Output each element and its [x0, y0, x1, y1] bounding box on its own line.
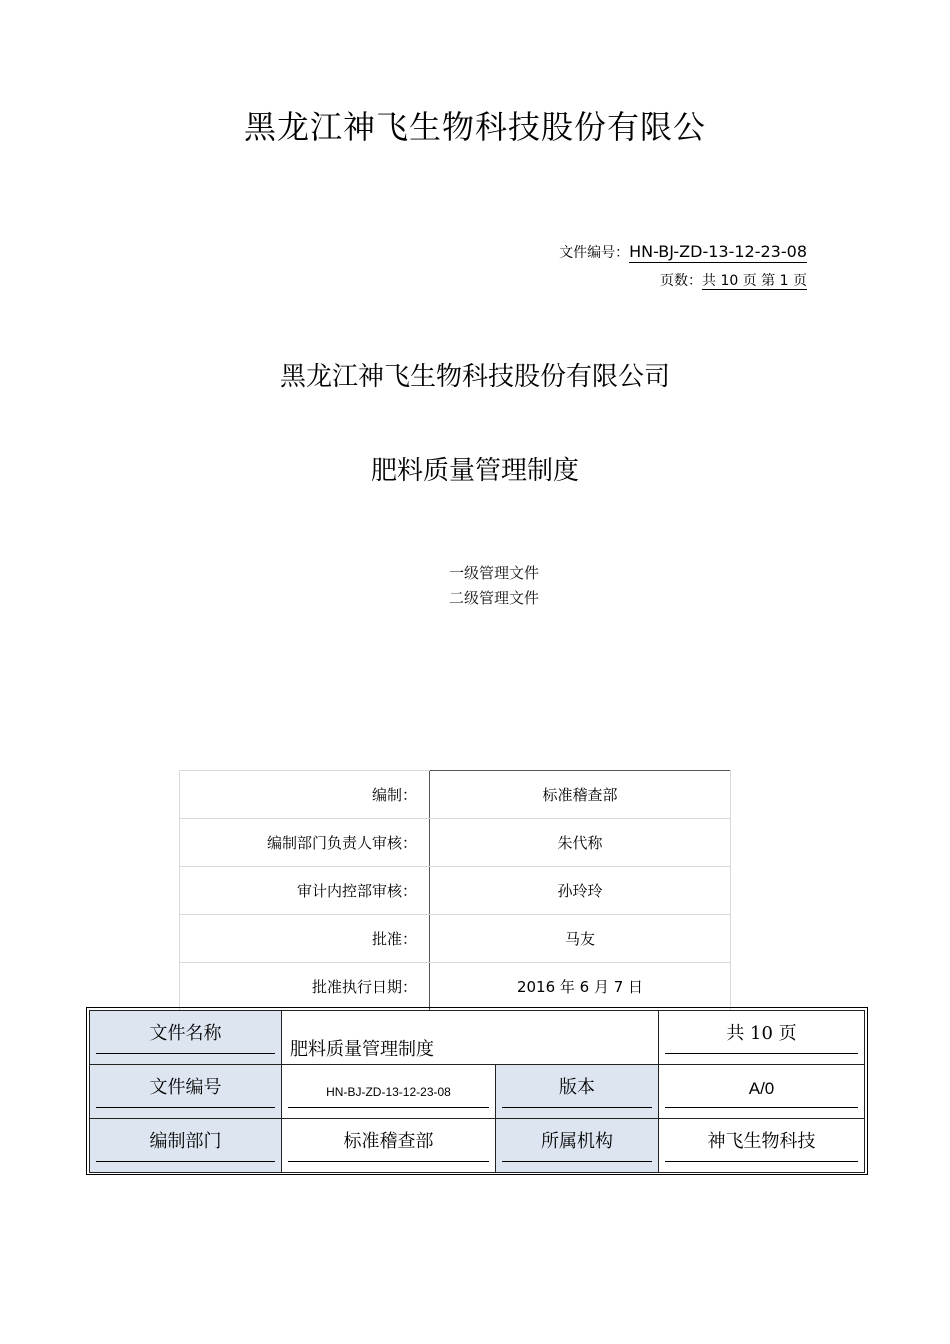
- approval-row: [180, 963, 731, 1011]
- approval-value: 标准稽查部: [430, 771, 731, 819]
- pages-label: 页数：: [660, 273, 703, 289]
- approval-value: 朱代称: [430, 819, 731, 867]
- company-name: 黑龙江神飞生物科技股份有限公司: [279, 362, 670, 392]
- approval-row: [180, 915, 731, 963]
- underline: [288, 1107, 489, 1108]
- approval-value: 2016 年 6 月 7 日: [430, 963, 731, 1011]
- page-count-row: [660, 270, 807, 290]
- file-number-label-cell: [90, 1065, 282, 1119]
- file-number-value-cell: [282, 1065, 496, 1119]
- approval-row: [180, 867, 731, 915]
- approval-table: [179, 770, 731, 1011]
- doc-number-label: 文件编号：: [559, 245, 630, 261]
- underline: [96, 1053, 275, 1054]
- underline: [502, 1107, 652, 1108]
- file-number-label: 文件编号: [149, 1077, 222, 1098]
- underline: [96, 1107, 275, 1108]
- underline: [288, 1161, 489, 1162]
- document-title: 肥料质量管理制度: [370, 456, 579, 486]
- info-row-number: [90, 1065, 865, 1119]
- dept-label-cell: [90, 1119, 282, 1173]
- approval-label: 批准：: [180, 915, 430, 963]
- approval-value: 马友: [430, 915, 731, 963]
- level-two-file: 二级管理文件: [448, 589, 539, 607]
- info-row-name: [90, 1011, 865, 1065]
- approval-row: [180, 819, 731, 867]
- pages-value: 共 10 页 第 1 页: [702, 273, 807, 289]
- approval-row: [180, 771, 731, 819]
- dept-value: 标准稽查部: [343, 1131, 434, 1152]
- version-value-cell: [659, 1065, 865, 1119]
- file-name-label-cell: [90, 1011, 282, 1065]
- org-value-cell: [659, 1119, 865, 1173]
- info-row-dept: [90, 1119, 865, 1173]
- document-info-table: [89, 1010, 865, 1173]
- total-pages-cell: [659, 1011, 865, 1065]
- file-name-label: 文件名称: [149, 1023, 222, 1044]
- approval-label: 编制部门负责人审核：: [180, 819, 430, 867]
- approval-label: 编制：: [180, 771, 430, 819]
- document-info-box: [86, 1007, 868, 1175]
- version-label: 版本: [559, 1077, 595, 1098]
- doc-number-row: [559, 242, 807, 262]
- level-one-file: 一级管理文件: [448, 564, 539, 582]
- approval-value: 孙玲玲: [430, 867, 731, 915]
- org-label-cell: [496, 1119, 659, 1173]
- doc-number-value: HN-BJ-ZD-13-12-23-08: [629, 242, 807, 261]
- version-label-cell: [496, 1065, 659, 1119]
- approval-label: 审计内控部审核：: [180, 867, 430, 915]
- dept-value-cell: [282, 1119, 496, 1173]
- version-value: A/0: [748, 1079, 775, 1098]
- underline: [502, 1161, 652, 1162]
- org-label: 所属机构: [541, 1131, 613, 1152]
- file-name-value: 肥料质量管理制度: [290, 1039, 434, 1060]
- org-value: 神飞生物科技: [707, 1131, 816, 1152]
- underline: [96, 1161, 275, 1162]
- underline: [665, 1053, 858, 1054]
- dept-label: 编制部门: [149, 1131, 222, 1152]
- file-number-value: HN-BJ-ZD-13-12-23-08: [326, 1085, 451, 1099]
- underline: [665, 1107, 858, 1108]
- approval-label: 批准执行日期：: [180, 963, 430, 1011]
- total-pages-value: 共 10 页: [726, 1023, 797, 1044]
- underline: [665, 1161, 858, 1162]
- file-name-value-cell: [282, 1011, 659, 1065]
- header-title: 黑龙江神飞生物科技股份有限公: [243, 108, 706, 146]
